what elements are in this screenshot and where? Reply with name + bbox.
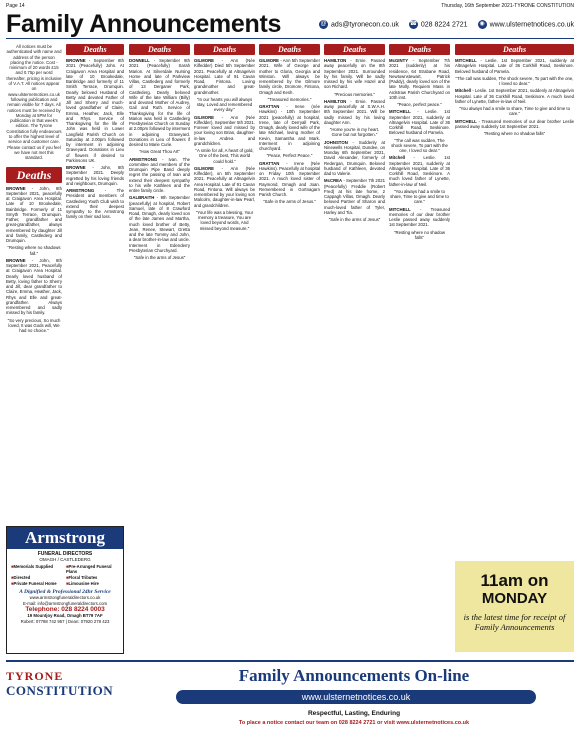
ad-services [7,564,123,586]
notice-entry: GILMORE - Ann (Née Kilfedder) Died 5th September 2021. Peacefully at Altnagelvin Hospital. Late of 91 Cavan Road, Fintona. Loving grandmother and great-grandmother. [194,58,255,95]
page-title: Family Announcements [6,10,282,38]
ad-location: OMAGH / CASTLEDERG [39,557,91,562]
service-item: ■ Floral Tributes [66,575,119,580]
notice-verse: "In our hearts you will always stay, Loved and remembered every day." [196,96,253,113]
email-icon: @ [320,21,327,27]
logo-bottom: CONSTITUTION [6,683,114,698]
notice-entry: DONNELL - September 9th 2021 (Peacefully) Sarah Marion. At Silverdale Nursing Home and late of Parkview Villas, Castlederg and formerly of 13 Derganer Park, Castlederg. Dearly beloved Wife of the late William (Billy) and devoted Mother of Audrey, Gail and Ruth. Service of Thanksgiving for the life of Marion was held in Castlederg Presbyterian Church on Sunday at 2.00pm followed by interment in adjoining Graveyard. Donations in Lieu of flowers if desired to Marie Curie. [129,58,190,147]
column-7 [389,44,450,656]
column-2 [66,44,124,522]
notice-verse: "Safe in the arms of Jesus." [263,199,316,205]
ad-brand-name: Armstrong [7,527,123,549]
notice-verse: "You always had a smile to share, Time to give and time to care." [459,106,570,117]
title-row [6,11,574,39]
globe-icon: ◉ [479,21,485,27]
notice-verse: "Resting where no shadows fall." [7,245,61,256]
column-1 [6,44,62,522]
notice-entry: BROWNE - September 8th 2021 (Peacefully) John. At Craigavon Area Hospital and late of 10 Brookedale, Banbridge and formerly of 11 Smith Terrace, Drumquin. Dearly beloved Husband of Betty and devoted Father of Jill and Sherry and much-loved grandfather of Claire, Emma, Heather, Jack, Elle and Rhys. Service of Thanksgiving for the life of John was held in Lower Langfield Parish Church on Saturday at 2.00pm followed by interment in adjoining Graveyard. Donations in Lieu of flowers if desired to Parkinsons UK. [66,58,124,163]
notice-verse: "Your life was a blessing, Your memory a treasure, You are loved beyond words, And missed beyond measure." [195,209,254,231]
notice-verse: "Safe in the arms of Jesus" [133,255,186,260]
footer-banner [6,660,574,734]
service-item: ■ Limousine Hire [66,581,119,586]
deaths-heading: Deaths [194,44,255,55]
ad-website[interactable]: www.armstrongfuneraldirectors.co.uk [29,595,101,600]
column-8 [455,44,574,556]
page-number: Page 14 [6,3,25,9]
phone-contact[interactable]: ☎ 028 8224 2721 [409,21,468,29]
phone-icon: ☎ [409,21,418,27]
policy-notice: All notices must be authenticated with name and address of the person placing the notice. Cost - minimum of 20 words £15 and 0.75p per word thereafter, pricing is inclusive of V.A.T. All notices appear on www.ulsternetnotices.co.uk following publication and remain visible for 7 days. All notices must be received by Monday at 5PM for publication in that week's edition. The Tyrone Constitution fully endeavours to offer the highest level of service and customer care. Please contact us if you feel we have not met this standard. [6,44,62,161]
contact-bar [319,20,574,29]
notice-verse: "Safe in the arms of Jesus" [328,217,381,222]
footer-slogan: Respectful, Lasting, Enduring [307,710,401,717]
ad-mobile-numbers: Robert: 07788 742 957 | Dean: 07920 278 423 [20,618,110,624]
deaths-heading: Deaths [389,44,450,55]
notice-entry: McCREA - September 7th 2021 (Peacefully) Freddie (Robert Fred) at his late home, 2 Cappagh Villas, Omagh. Dearly beloved Partner of Sharon and much-loved father of Tyler, Harley and Tia. [324,178,385,215]
footer-contact: To place a notice contact our team on 028 8224 2721 or visit www.ulsternetnotices.co.uk [238,720,470,726]
notice-entry: HAMILTON - Ernie. Passed away peacefully at S.W.A.H. 8th September 2021. Will be sadly missed by his loving daughter Ann. [324,98,385,125]
deaths-heading: Deaths [66,44,124,55]
deaths-heading: Deaths [129,44,190,55]
notice-verse: "Peace, Perfect Peace." [266,153,313,159]
notice-entry: Mitchell - Leslie. 1st September 2021, suddenly at Altnagelvin Hospital. Late of 36 Corkhill Road, Seskinore. A much loved father of Lynette, father-in-law of Neil. [389,155,450,187]
ad-subtitle: FUNERAL DIRECTORS [37,551,93,557]
notice-entry: ARMSTRONG - The President and members of Castlederg Youth Club wish to extend their deepest sympathy to the Armstrong family on their sad loss. [66,188,124,220]
notice-entry: MITCHELL - Leslie. 1st September 2021, suddenly at Altnagelvin Hospital. Late of 36 Corkhill Road, Seskinore. Beloved husband of Pamela. [389,109,450,136]
notice-entry: McGINTY - September 7th 2021 (suddenly) at his residence, 64 Strabane Road, Newtownstewart, Patrick (Paddy), dearly loved son of the late Molly. Requiem Mass in Ardstraw Parish Churchyard on 10th inst. [389,58,450,100]
ad-telephone: Telephone: 028 8224 0003 [25,606,105,613]
notice-entry: BROWNE - John, 8th September 2021, peacefully at Craigavon Area Hospital. Late of 10 Brookedale, Bainbridge. Formerly of 11 Smyth Terrace, Drumquin. Father, grandfather and great-grandfather, always remembered by daughter Jill and family, Castlederg and Drumquin. [6,185,62,244]
notice-verse: "The call was sudden, The shock severe, To part with the one, I loved so dear." [455,75,574,86]
notice-entry: GRATTAN - Irene (Née Hawkins). Peacefully at hospital on Friday 10th September 2021. A much loved sister of Raymond, Omagh and Joan. Remembered in Gortnagarn Parish Church. [259,160,320,197]
notice-entry: GILMORE - Ann 5th September 2021. Wife of George and mother to Gloria, Georgia and Winston. Will always be remembered by the Gilmore family circle, Dromore, Fintona, Omagh and Kesh. [259,58,320,95]
notice-entry: JOHNSTON - Suddenly at Ninewells Hospital, Dundee, on Monday 6th September 2021, David Alexander, formerly of Redergan, Drumquin. Beloved husband of Kathleen, devoted dad to Valerie. [324,139,385,176]
notice-entry: MITCHELL - Treasured memories of our dear brother Leslie passed away suddenly 1st September 2021. [389,206,450,228]
notice-entry: GALBRAITH - 9th September (peacefully) at hospital, Robert Samuel, late of 8 Crawford Road, Omagh, dearly loved son of the late James and Martha, much loved brother of Betty, Jean, Renee, Stewart, Gretta and the late Tommy and John, a dear brother-in-law and uncle. Interment in Edenderry Presbyterian Churchyard. [129,195,190,253]
deaths-heading: Deaths [455,44,574,55]
column-6 [324,44,385,656]
ad-email[interactable]: E-mail: info@armstrongfuneraldirectors.com [22,600,108,606]
notice-entry: GILMORE - Ann (Née Kilfedder), on 5th September 2021. Peacefully at Altnagelvin Area Hospital. Late of 91 Cavan Road, Fintona. Will always be remembered by your loving son Malcolm, daughter-in-law Pearl, and grandchildren. [194,165,255,208]
online-heading: Family Announcements On-line [238,666,470,685]
notice-verse: "You always had a smile to share, Time to give and time to care." [390,188,449,205]
notice-verse: "Peace, perfect peace." [397,102,442,107]
notice-entry: MITCHELL - Leslie. 1st September 2021, suddenly at Altnagelvin Hospital. Late of 36 Corkhill Road, Seskinore. Beloved husband of Pamela. [455,58,574,74]
notice-entry: HAMILTON - Ernie. Passed away peacefully on the 8th September 2021. Surrounded by his family. Will be sadly missed by his wife Hazel and son Richard. [324,58,385,90]
email-contact[interactable]: @ ads@tyronecon.co.uk [320,21,399,29]
service-item: ■ Memorials Supplied [11,564,64,574]
logo-top: TYRONE [6,669,64,683]
notice-verse: "Home you're in my heart, Gone but not forgotten." [329,127,380,138]
service-item: ■ Directed [11,575,64,580]
deadline-text: is the latest time for receipt of Family Announcements [463,612,566,632]
armstrong-funeral-ad[interactable] [6,526,124,654]
service-item: ■ Pre-Arranged Funeral Plans [66,564,119,574]
column-3 [129,44,190,656]
deadline-day: MONDAY [481,590,548,607]
deaths-heading: Deaths [6,167,62,183]
notice-verse: "How Great Thou Art" [139,149,180,155]
notice-verse: "Precious memories." [333,91,376,97]
ad-address: 19 Mountjoy Road, Omagh BT79 7AF [27,613,103,618]
notice-verse: "The call was sudden, The shock severe, To part with the one, I loved so dear." [391,137,448,153]
service-item: ■ Private Funeral Home [11,581,64,586]
newspaper-logo [6,669,116,719]
deadline-ad [455,561,574,652]
notice-verse: "Treasured memories." [267,96,312,102]
notice-entry: GILMORE - Ann (Née Kilfedder), September 5th 2021. Forever loved and missed by your loving son Brian, daughter-in-law Andrea and grandchildren. [194,114,255,146]
column-5 [259,44,320,656]
deaths-heading: Deaths [324,44,385,55]
deadline-time: 11am on [480,571,549,590]
notice-verse: "So very precious, So much loved, It was Gods will, We had no choice." [7,317,61,334]
notice-verse: "Resting where no shadow falls" [483,131,546,136]
edition-date: Thursday, 16th September 2021-TYRONE CONSTITUTION [441,3,574,9]
website-contact[interactable]: ◉ www.ulsternetnotices.co.uk [479,21,574,29]
online-url[interactable]: www.ulsternetnotices.co.uk [176,690,536,704]
notice-entry: MITCHELL - Treasured memories of our dear brother Leslie passed away suddenly 1st September 2021. [455,118,574,129]
notice-entry: Mitchell - Leslie. 1st September 2021, suddenly at Altnagelvin Hospital. Late of 36 Corkhill Road, Seskinore. A much loved father of Lynette, father-in-law of Neil. [455,88,574,104]
column-4 [194,44,255,656]
notice-entry: BROWNE - John, 8th September 2021, Peacefully at Craigavon Area Hospital. Dearly loved husband of Betty, loving father to Sherry and Jill, dear grandfather to Claire, Emma, Heather, Jack, Rhys and Elle and great-grandfather. Always remembered and sadly missed by his family. [6,257,62,316]
notice-entry: GRATTAN - Irene (née Hawkins) - 10th September 2021 (peacefully) at hospital, Irene, late of Derryall Park, Omagh, dearly loved wife of the late Michael, loving mother of Kevin, Samantha and Mark. Interment in adjoining churchyard. [259,104,320,151]
deaths-heading: Deaths [259,44,320,55]
notice-verse: "A smile for all, A heart of gold, One of the best, This world could hold." [195,148,254,164]
ad-slogan: A Dignified & Professional 24hr Service [19,589,111,595]
notice-verse: "Resting where no shadow falls" [394,229,445,240]
notice-entry: ARMSTRONG - Ivan. The committee and members of the Drumquin Pipe Band deeply regret the passing of Ivan and extend their deepest sympathy to his wife Kathleen and the entire family circle. [129,156,190,193]
notice-entry: BROWNE - John, 8th September 2021. Deeply regretted by his loving friends and neighbours, Drumquin. [66,165,124,186]
page-header-strip [6,3,574,10]
